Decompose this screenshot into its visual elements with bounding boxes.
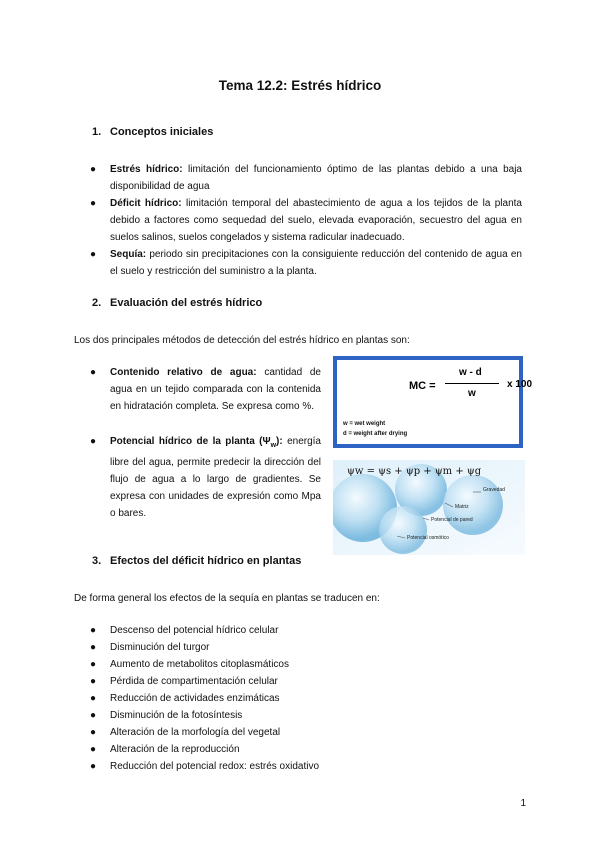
list-item xyxy=(90,622,279,639)
list-item xyxy=(90,639,210,656)
list-item-text: Alteración de la reproducción xyxy=(110,744,240,755)
definition-item xyxy=(90,161,522,195)
section-3-title: Efectos del déficit hídrico en plantas xyxy=(110,555,302,567)
definition-term: Estrés hídrico: xyxy=(110,164,183,175)
list-item-text: Alteración de la morfología del vegetal xyxy=(110,727,281,738)
definition-term: Déficit hídrico: xyxy=(110,198,182,209)
diagram-label-osmotico: Potencial osmótico xyxy=(407,535,449,541)
bullet-icon: ● xyxy=(90,198,97,209)
diagram-label-matriz: Matriz xyxy=(455,504,469,510)
method-term-subscript: w xyxy=(270,442,277,449)
bullet-icon: ● xyxy=(90,625,97,636)
bullet-icon: ● xyxy=(90,367,97,378)
method-term-end: ): xyxy=(276,436,283,447)
list-item-text: Descenso del potencial hídrico celular xyxy=(110,625,279,636)
bullet-icon: ● xyxy=(90,249,97,260)
definition-item xyxy=(90,195,522,246)
bullet-icon: ● xyxy=(90,659,97,670)
bullet-icon: ● xyxy=(90,436,97,447)
list-item-text: Aumento de metabolitos citoplasmáticos xyxy=(110,659,289,670)
list-item xyxy=(90,758,320,775)
formula-multiplier: x 100 xyxy=(507,379,533,390)
section-2-heading xyxy=(92,297,262,309)
definition-item xyxy=(90,246,522,280)
formula-lhs: MC = xyxy=(409,380,436,392)
section-1-heading xyxy=(92,126,213,138)
definition-text: limitación del funcionamiento óptimo de las plantas debido a una baja disponibilidad de agua xyxy=(110,164,522,192)
fraction-line xyxy=(445,383,499,384)
section-2-title: Evaluación del estrés hídrico xyxy=(110,297,263,309)
page-title: Tema 12.2: Estrés hídrico xyxy=(218,78,382,93)
list-item xyxy=(90,707,243,724)
list-item xyxy=(90,673,278,690)
mc-formula-box xyxy=(333,356,533,448)
list-item-text: Pérdida de compartimentación celular xyxy=(110,676,278,687)
diagram-label-gravedad: Gravedad xyxy=(483,487,505,493)
definition-text: limitación temporal del abastecimiento de agua a los tejidos de la planta debido a factores como sequedad del suelo, elevada evaporación, secuestro del agua en suelos salinos, suelos congelados y sistema radicular inadecuado. xyxy=(110,198,522,243)
method-term: Contenido relativo de agua: xyxy=(110,367,257,378)
list-item-text: Reducción de actividades enzimáticas xyxy=(110,693,280,704)
formula-legend-w: w = wet weight xyxy=(343,421,386,427)
section-3-number: 3. xyxy=(92,555,102,567)
diagram-label-pared: Potencial de pared xyxy=(431,517,473,523)
definition-text: periodo sin precipitaciones con la consiguiente reducción del contenido de agua en el suelo y restricción del suministro a la planta. xyxy=(110,249,522,277)
bullet-icon: ● xyxy=(90,710,97,721)
bullet-icon: ● xyxy=(90,727,97,738)
list-item-text: Reducción del potencial redox: estrés oxidativo xyxy=(110,761,320,772)
list-item-text: Disminución del turgor xyxy=(110,642,210,653)
bullet-icon: ● xyxy=(90,744,97,755)
section-3-intro: De forma general los efectos de la sequía en plantas se traducen en: xyxy=(74,593,380,604)
bullet-icon: ● xyxy=(90,693,97,704)
section-2-number: 2. xyxy=(92,297,102,309)
section-1-number: 1. xyxy=(92,126,102,138)
bullet-icon: ● xyxy=(90,164,97,175)
formula-numerator: w - d xyxy=(459,367,482,378)
formula-denominator: w xyxy=(468,388,476,399)
method-text: energía libre del agua, permite predecir la dirección del flujo de agua a lo largo de gradientes. Se expresa con unidades de expresión como Mpa o bares. xyxy=(110,436,321,519)
bullet-icon: ● xyxy=(90,676,97,687)
list-item-text: Disminución de la fotosíntesis xyxy=(110,710,243,721)
method-term: Potencial hídrico de la planta (Ψ xyxy=(110,436,271,447)
water-potential-diagram xyxy=(333,460,525,555)
section-3-heading xyxy=(92,555,301,567)
method-text: cantidad de agua en un tejido comparada con la contenida en hidratación completa. Se expresa como %. xyxy=(110,367,321,412)
method-item xyxy=(90,433,321,522)
section-1-title: Conceptos iniciales xyxy=(110,126,214,138)
bullet-icon: ● xyxy=(90,642,97,653)
method-item xyxy=(90,364,321,415)
page-number: 1 xyxy=(520,798,526,809)
list-item xyxy=(90,656,289,673)
list-item xyxy=(90,690,280,707)
list-item xyxy=(90,724,281,741)
definition-term: Sequía: xyxy=(110,249,147,260)
list-item xyxy=(90,741,240,758)
water-potential-equation: ψw = ψs + ψp + ψm + ψg xyxy=(347,466,482,477)
bullet-icon: ● xyxy=(90,761,97,772)
section-2-intro: Los dos principales métodos de detección del estrés hídrico en plantas son: xyxy=(74,335,410,346)
formula-legend-d: d = weight after drying xyxy=(343,431,408,437)
